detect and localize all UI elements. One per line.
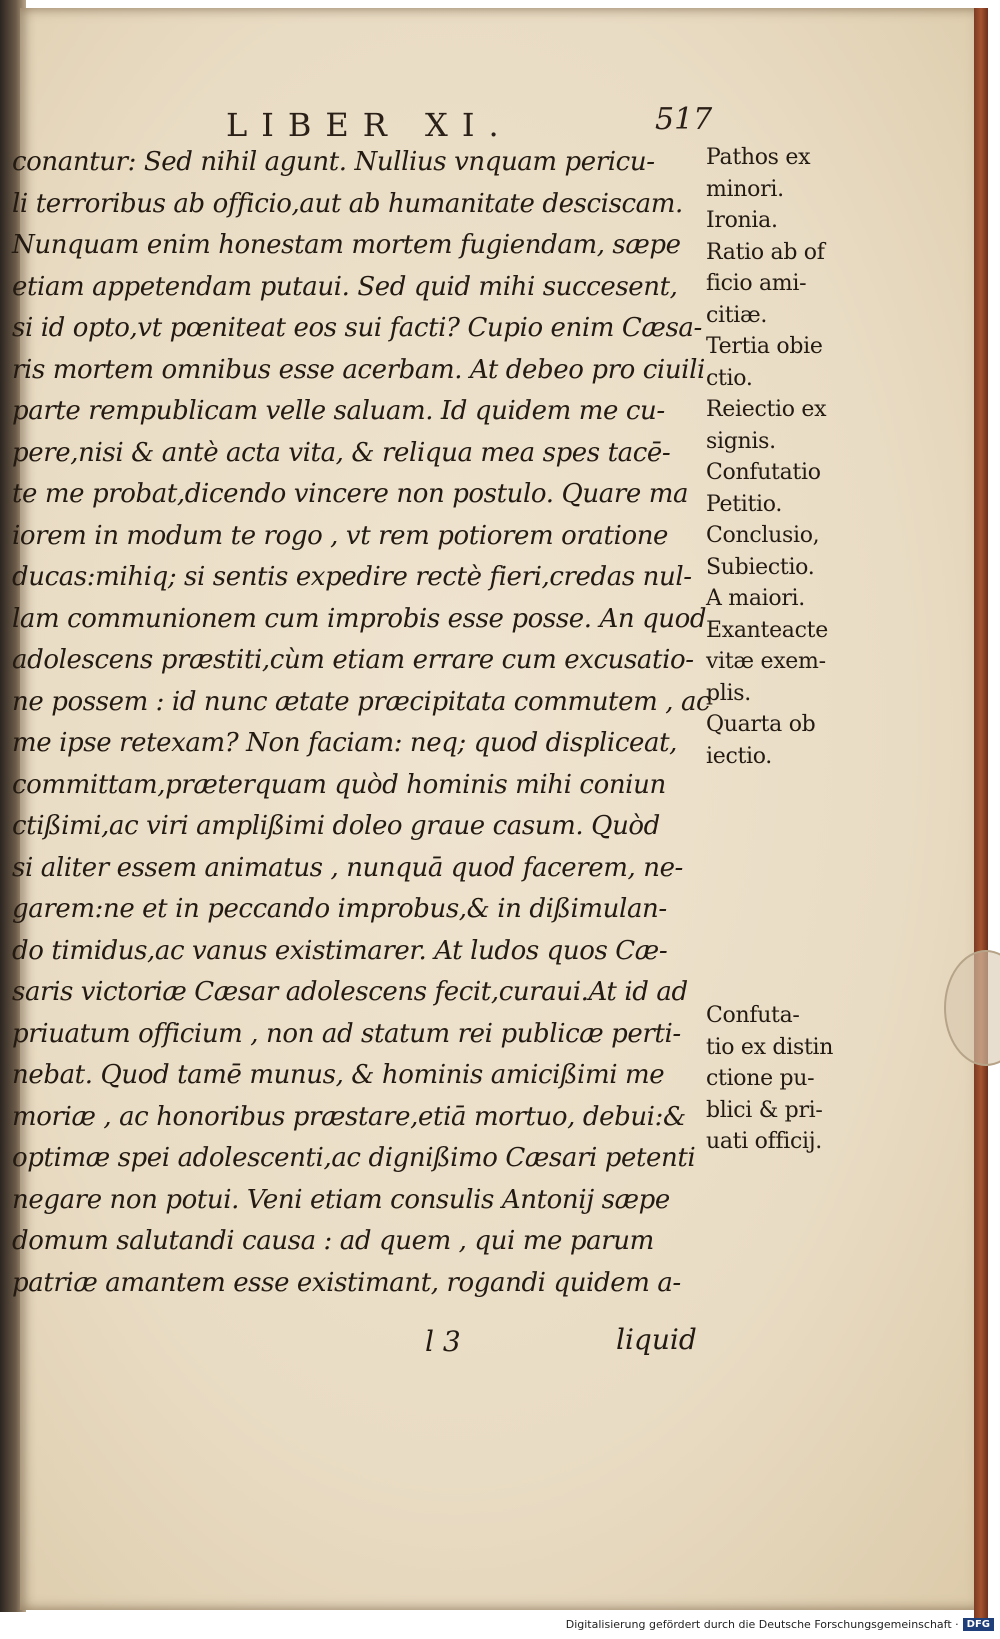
margin-note: Tertia obie (706, 334, 823, 359)
margin-note: minori. (706, 176, 784, 202)
body-text (12, 142, 711, 1304)
margin-notes (706, 142, 856, 772)
margin-note: iectio. (706, 743, 773, 769)
margin-note: Ironia. (706, 208, 778, 233)
cover-edge (974, 8, 988, 1618)
body-line: committam,præterquam quòd hominis mihi coniun (12, 769, 666, 800)
body-line: optimæ spei adolescenti,ac dignißimo Cæsari petenti (12, 1143, 696, 1173)
margin-note: Subiectio. (706, 554, 815, 580)
body-line: iorem in modum te rogo , vt rem potiorem oratione (12, 520, 669, 551)
margin-note: citiæ. (706, 302, 768, 328)
running-head: LIBER XI. (226, 106, 513, 144)
body-line: si aliter essem animatus , nunquā quod facerem, ne- (12, 852, 683, 883)
body-line: ducas:mihiq; si sentis expedire rectè fieri,credas nul- (12, 562, 692, 592)
margin-note: Quarta ob (706, 712, 816, 737)
folio-number: 517 (655, 102, 713, 137)
body-line: te me probat,dicendo vincere non postulo. Quare ma (12, 479, 689, 509)
margin-note: ctione pu- (706, 1066, 815, 1091)
body-line: ris mortem omnibus esse acerbam. At debeo pro ciuili (12, 354, 705, 385)
body-line: lam communionem cum improbis esse posse. An quod (12, 603, 707, 634)
body-line: moriæ , ac honoribus præstare,etiā mortuo, debui:& (12, 1101, 686, 1132)
body-line: pere,nisi & antè acta vita, & reliqua mea spes tacē- (12, 437, 671, 468)
margin-note: A maiori. (706, 586, 805, 611)
margin-note: uati officij. (706, 1129, 822, 1154)
body-line: Nunquam enim honestam mortem fugiendam, sæpe (12, 230, 681, 260)
catchword: liquid (616, 1323, 697, 1356)
margin-note: Confuta- (706, 1003, 800, 1028)
margin-note: plis. (706, 680, 751, 706)
body-line: conantur: Sed nihil agunt. Nullius vnquam pericu- (12, 147, 655, 177)
margin-note: vitæ exem- (706, 649, 826, 674)
margin-note: ficio ami- (706, 271, 807, 296)
digitization-footer (566, 1618, 994, 1631)
margin-note: signis. (706, 428, 776, 454)
margin-note: Confutatio (706, 460, 821, 485)
dfg-logo: DFG (963, 1618, 994, 1631)
margin-note: Pathos ex (706, 145, 811, 170)
body-line: domum salutandi causa : ad quem , qui me parum (12, 1226, 654, 1256)
body-line: ctißimi,ac viri amplißimi doleo graue casum. Quòd (12, 811, 660, 841)
margin-notes-lower (706, 1000, 856, 1158)
body-line: negare non potui. Veni etiam consulis Antonij sæpe (12, 1184, 670, 1215)
body-line: saris victoriæ Cæsar adolescens fecit,curaui.At id ad (12, 977, 688, 1007)
signature-mark: l 3 (425, 1325, 461, 1358)
margin-note: Reiectio ex (706, 397, 827, 422)
body-line: adolescens præstiti,cùm etiam errare cum excusatio- (12, 645, 694, 675)
margin-note: blici & pri- (706, 1097, 823, 1123)
body-line: parte rempublicam velle saluam. Id quidem me cu- (12, 396, 665, 426)
body-line: patriæ amantem esse existimant, rogandi quidem a- (12, 1267, 681, 1298)
footer-text: Digitalisierung gefördert durch die Deutsche Forschungsgemeinschaft · (565, 1618, 959, 1631)
margin-note: Ratio ab of (706, 239, 825, 265)
body-line: garem:ne et in peccando improbus,& in dißimulan- (12, 894, 667, 924)
body-line: me ipse retexam? Non faciam: neq; quod displiceat, (12, 728, 678, 758)
margin-note: Exanteacte (706, 617, 828, 643)
body-line: nebat. Quod tamē munus, & hominis amicißimi me (12, 1060, 665, 1090)
margin-note: tio ex distin (706, 1034, 834, 1060)
body-line: si id opto,vt pœniteat eos sui facti? Cupio enim Cæsa- (12, 313, 702, 343)
margin-note: Petitio. (706, 491, 783, 517)
body-line: do timidus,ac vanus existimarer. At ludos quos Cæ- (12, 935, 668, 966)
body-line: etiam appetendam putaui. Sed quid mihi succesent, (12, 271, 678, 302)
margin-note: ctio. (706, 365, 753, 391)
body-line: priuatum officium , non ad statum rei publicæ perti- (12, 1018, 681, 1049)
body-line: li terroribus ab officio,aut ab humanitate desciscam. (12, 188, 683, 219)
margin-note: Conclusio, (706, 523, 820, 548)
body-line: ne possem : id nunc ætate præcipitata commutem , ac (12, 686, 711, 717)
